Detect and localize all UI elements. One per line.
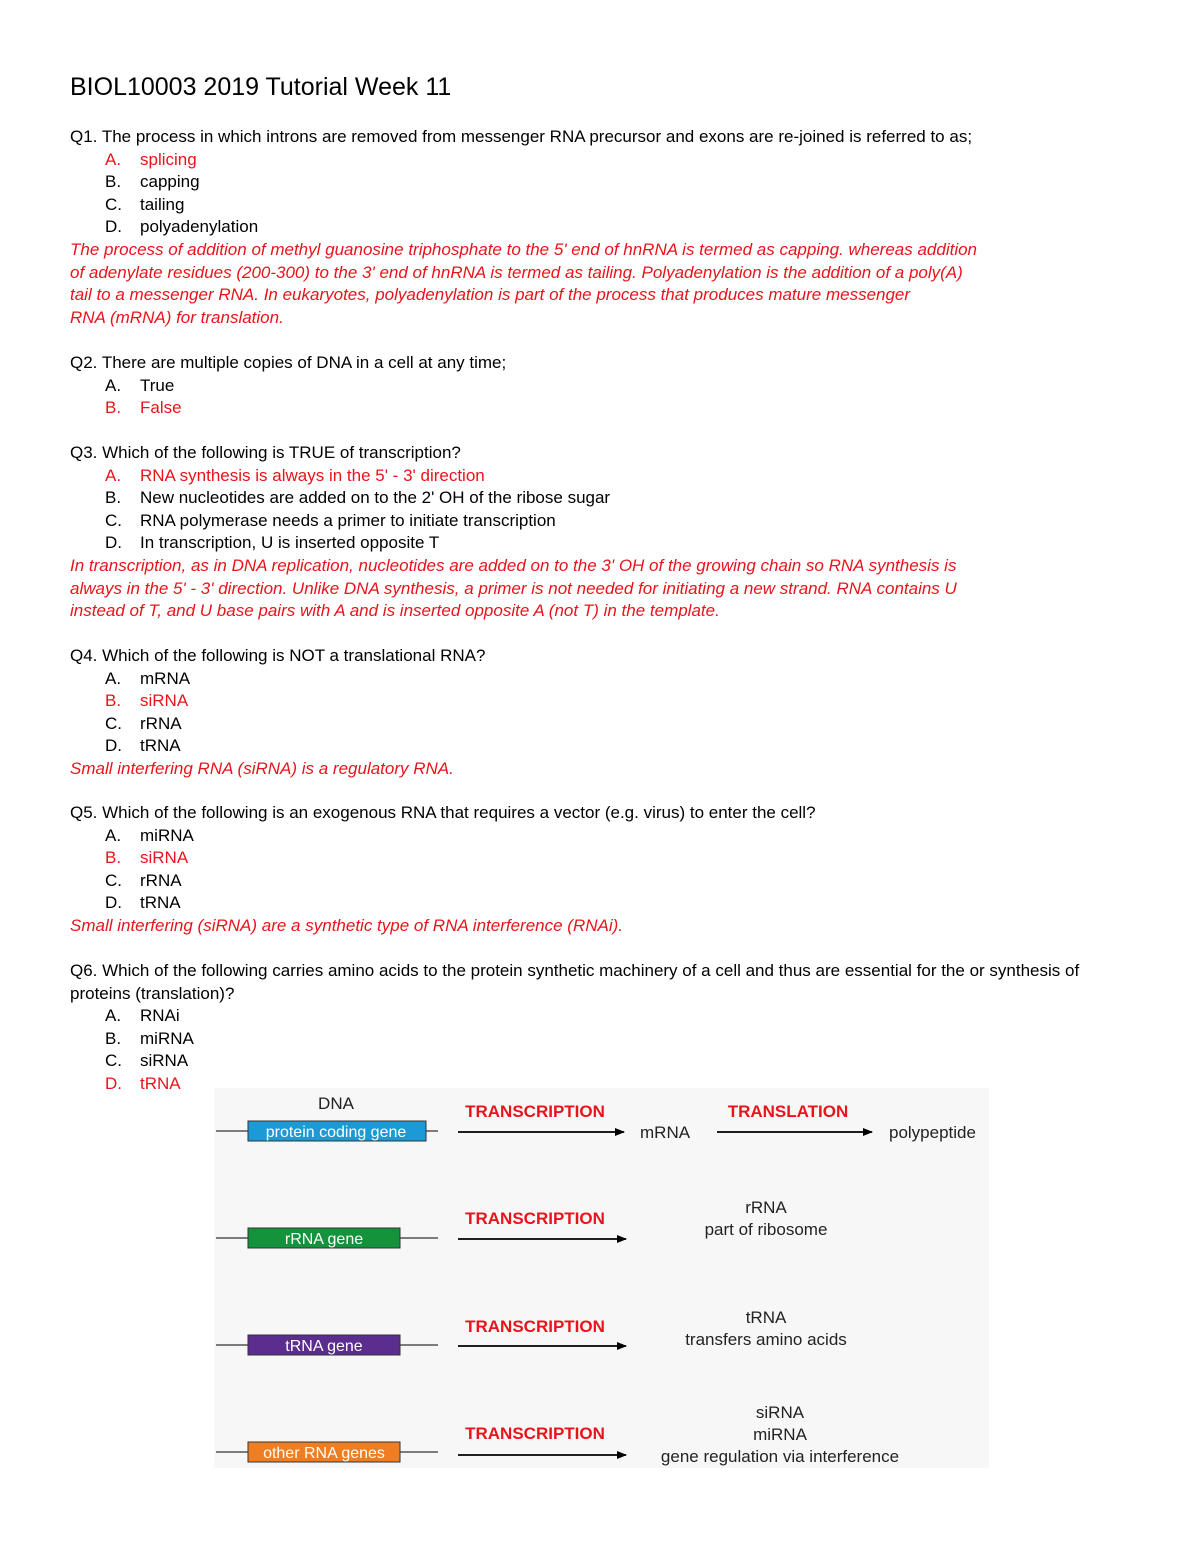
option-text: miRNA — [140, 825, 194, 845]
option-text: siRNA — [140, 691, 189, 711]
transcription-label: TRANSCRIPTION — [465, 1102, 605, 1121]
option-letter: B. — [105, 172, 122, 192]
option-letter: D. — [105, 736, 122, 756]
transcription-label: TRANSCRIPTION — [465, 1317, 605, 1336]
question-text: Q3. Which of the following is TRUE of transcription? — [70, 443, 461, 462]
question-text: Q6. Which of the following carries amino acids to the protein synthetic machinery of a cell and thus are essential for the or synthesis of proteins (translation)? — [70, 961, 1080, 1003]
question-text: Q5. Which of the following is an exogenous RNA that requires a vector (e.g. virus) to enter the cell? — [70, 803, 816, 822]
answer-explanation-line: of adenylate residues (200-300) to the 3' end of hnRNA is termed as tailing. Polyadenylation is the addition of a poly(A) — [70, 262, 963, 282]
product-sirna-name: siRNA — [755, 1403, 805, 1422]
answer-option — [70, 171, 1140, 194]
answer-option — [70, 735, 1140, 758]
question-block — [70, 126, 1140, 329]
option-letter: D. — [105, 533, 122, 553]
gene-label-other-rna: other RNA genes — [263, 1445, 385, 1462]
answer-option — [70, 194, 1140, 217]
option-text: polyadenylation — [140, 217, 259, 237]
option-text: True — [140, 375, 175, 395]
option-text: tRNA — [140, 736, 181, 756]
answer-option-correct — [70, 465, 1140, 488]
option-text: False — [140, 398, 182, 418]
answer-explanation-line: Small interfering (siRNA) are a synthetic type of RNA interference (RNAi). — [70, 915, 623, 935]
answer-explanation-line: RNA (mRNA) for translation. — [70, 307, 284, 327]
mrna-label: mRNA — [640, 1123, 691, 1142]
option-text: miRNA — [140, 1028, 194, 1048]
option-letter: D. — [105, 1073, 122, 1093]
answer-explanation-line: tail to a messenger RNA. In eukaryotes, polyadenylation is part of the process that produces mature messenger — [70, 285, 911, 305]
option-letter: A. — [105, 465, 122, 485]
answer-option — [70, 892, 1140, 915]
gene-label-protein-coding: protein coding gene — [265, 1124, 407, 1141]
answer-option — [70, 216, 1140, 239]
answer-option-correct — [70, 397, 1140, 420]
gene-expression-diagram — [214, 1088, 989, 1468]
answer-explanation-line: always in the 5' - 3' direction. Unlike DNA synthesis, a primer is not needed for initiating a new strand. RNA contains U — [70, 578, 957, 598]
question-block — [70, 645, 1140, 781]
question-block — [70, 442, 1140, 623]
product-trna-role: transfers amino acids — [685, 1330, 847, 1349]
answer-option — [70, 375, 1140, 398]
gene-label-trna: tRNA gene — [285, 1338, 363, 1355]
answer-option — [70, 532, 1140, 555]
option-letter: A. — [105, 149, 122, 169]
answer-explanation-line: instead of T, and U base pairs with A and is inserted opposite A (not T) in the template. — [70, 601, 720, 621]
answer-option — [70, 668, 1140, 691]
answer-option — [70, 487, 1140, 510]
option-text: siRNA — [140, 848, 189, 868]
answer-option — [70, 1028, 1140, 1051]
option-text: tRNA — [140, 1073, 181, 1093]
product-rrna-role: part of ribosome — [704, 1220, 828, 1239]
answer-option-correct — [70, 149, 1140, 172]
page-title: BIOL10003 2019 Tutorial Week 11 — [70, 73, 452, 101]
answer-explanation-line: Small interfering RNA (siRNA) is a regulatory RNA. — [70, 758, 454, 778]
answer-option — [70, 825, 1140, 848]
transcription-label: TRANSCRIPTION — [465, 1424, 605, 1443]
option-text: New nucleotides are added on to the 2' OH of the ribose sugar — [140, 488, 611, 508]
option-letter: B. — [105, 848, 122, 868]
option-text: RNA polymerase needs a primer to initiate transcription — [140, 510, 556, 530]
translation-label: TRANSLATION — [727, 1102, 849, 1121]
answer-option — [70, 1005, 1140, 1028]
option-letter: C. — [105, 1051, 122, 1071]
gene-label-rrna: rRNA gene — [284, 1231, 364, 1248]
option-letter: C. — [105, 194, 122, 214]
answer-explanation-line: The process of addition of methyl guanosine triphosphate to the 5' end of hnRNA is termed as capping. whereas addition — [70, 239, 978, 259]
option-text: RNAi — [140, 1006, 180, 1026]
answer-option — [70, 1050, 1140, 1073]
option-text: splicing — [140, 149, 197, 169]
product-mirna-name: miRNA — [753, 1425, 807, 1444]
question-block — [70, 802, 1140, 938]
option-text: RNA synthesis is always in the 5' - 3' direction — [140, 465, 485, 485]
option-letter: B. — [105, 488, 122, 508]
option-text: rRNA — [140, 713, 182, 733]
option-text: In transcription, U is inserted opposite T — [140, 533, 440, 553]
product-trna-name: tRNA — [745, 1308, 787, 1327]
answer-option-correct — [70, 847, 1140, 870]
option-letter: C. — [105, 510, 122, 530]
option-letter: A. — [105, 668, 122, 688]
option-text: capping — [140, 172, 200, 192]
option-text: rRNA — [140, 870, 182, 890]
answer-option — [70, 870, 1140, 893]
product-regulation-role: gene regulation via interference — [660, 1447, 900, 1466]
product-rrna-name: rRNA — [745, 1198, 787, 1217]
question-text: Q2. There are multiple copies of DNA in a cell at any time; — [70, 353, 507, 372]
diagram-svg — [214, 1088, 989, 1468]
question-text: Q1. The process in which introns are removed from messenger RNA precursor and exons are re-joined is referred to as; — [70, 127, 973, 146]
answer-option-correct — [70, 690, 1140, 713]
answer-explanation-line: In transcription, as in DNA replication, nucleotides are added on to the 3' OH of the growing chain so RNA synthesis is — [70, 555, 957, 575]
option-letter: C. — [105, 870, 122, 890]
option-text: siRNA — [140, 1051, 189, 1071]
question-block — [70, 352, 1140, 420]
option-letter: A. — [105, 825, 122, 845]
option-letter: A. — [105, 375, 122, 395]
option-letter: C. — [105, 713, 122, 733]
option-text: tRNA — [140, 893, 181, 913]
option-letter: A. — [105, 1006, 122, 1026]
option-letter: B. — [105, 398, 122, 418]
option-text: tailing — [140, 194, 185, 214]
option-text: mRNA — [140, 668, 191, 688]
answer-option — [70, 713, 1140, 736]
polypeptide-label: polypeptide — [889, 1123, 976, 1142]
option-letter: D. — [105, 893, 122, 913]
answer-option — [70, 510, 1140, 533]
option-letter: D. — [105, 217, 122, 237]
question-block — [70, 960, 1140, 1096]
option-letter: B. — [105, 1028, 122, 1048]
dna-label: DNA — [318, 1094, 354, 1113]
option-letter: B. — [105, 691, 122, 711]
question-text: Q4. Which of the following is NOT a translational RNA? — [70, 646, 486, 665]
transcription-label: TRANSCRIPTION — [465, 1209, 605, 1228]
